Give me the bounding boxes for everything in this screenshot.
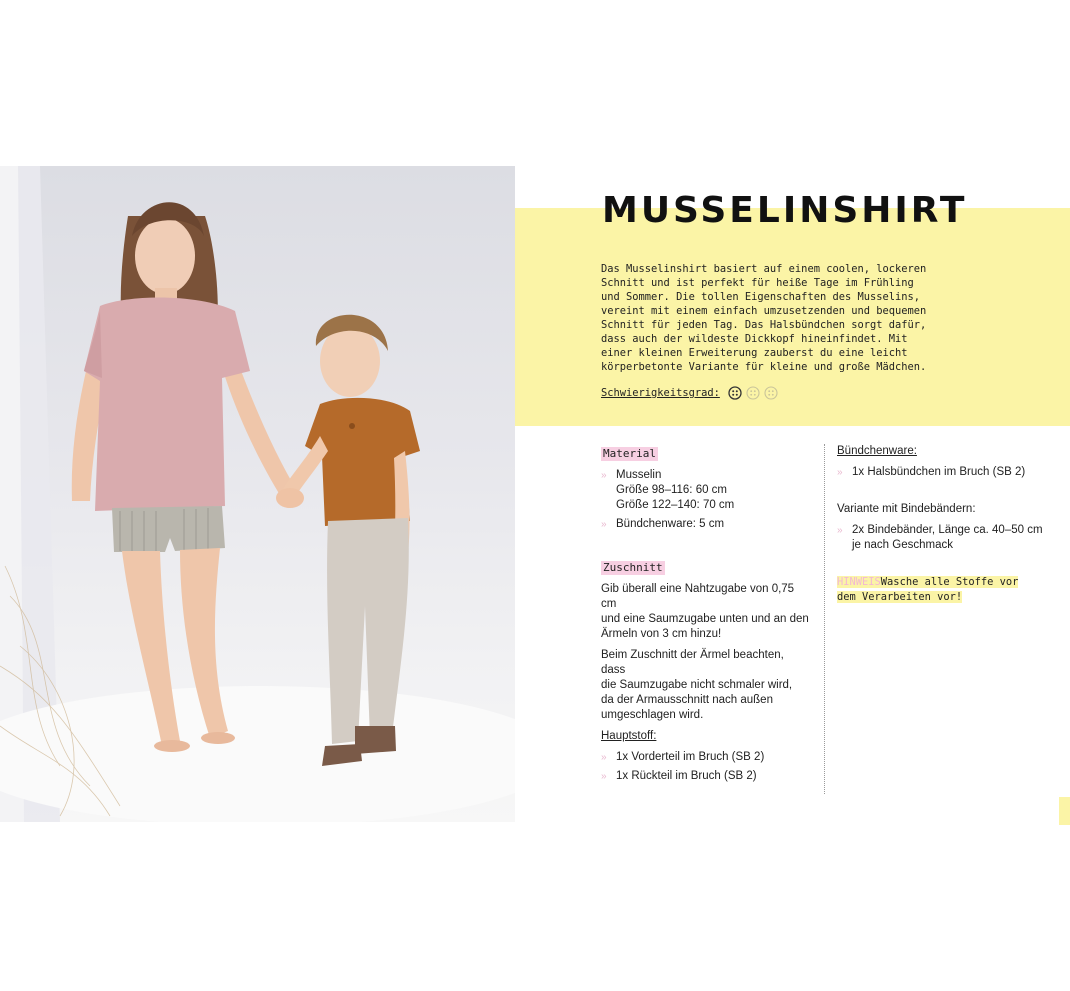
page-title: MUSSELINSHIRT [602,190,968,231]
variante-heading: Variante mit Bindebändern: [837,503,976,515]
note-text: Wasche alle Stoffe vor [880,576,1019,588]
difficulty-rating [601,386,778,400]
list-item-line: » 2x Bindebänder, Länge ca. 40–50 cm [852,524,1043,536]
intro-line: Schnitt und ist perfekt für heiße Tage im Frühling [601,277,914,289]
list-item-line: Größe 98–116: 60 cm [616,484,728,496]
zuschnitt-paragraph-2 [601,648,811,723]
button-icon-empty [764,386,778,400]
intro-line: Schnitt für jeden Tag. Das Halsbündchen sorgt dafür, [601,319,927,331]
intro-line: dass auch der wildeste Dickkopf hineinfindet. Mit [601,333,908,345]
intro-line: vereint mit einem einfach umzusetzenden und bequemen [601,305,927,317]
paragraph-line: Ärmeln von 3 cm hinzu! [601,628,722,640]
difficulty-label: Schwierigkeitsgrad: [601,387,720,399]
zuschnitt-paragraph-1 [601,582,811,642]
list-item-line: je nach Geschmack [852,539,953,551]
intro-text [601,262,941,374]
list-item-line: » Bündchenware: 5 cm [616,518,725,530]
material-list [601,468,811,532]
paragraph-line: Gib überall eine Nahtzugabe von 0,75 cm [601,583,795,610]
list-item: » 1x Halsbündchen im Bruch (SB 2) [837,465,1057,480]
list-item: » 1x Vorderteil im Bruch (SB 2) [601,750,811,765]
button-icon-filled [728,386,742,400]
variante-list [837,523,1057,553]
intro-line: körperbetonte Variante für kleine und große Mädchen. [601,361,927,373]
hauptstoff-list [601,750,811,784]
intro-line: und Sommer. Die tollen Eigenschaften des Musselins, [601,291,921,303]
button-icon-empty [746,386,760,400]
column-divider [824,444,825,794]
paragraph-line: die Saumzugabe nicht schmaler wird, [601,679,793,691]
intro-line: Das Musselinshirt basiert auf einem coolen, lockeren [601,263,927,275]
paragraph-line: umgeschlagen wird. [601,709,704,721]
intro-line: einer kleinen Erweiterung zauberst du eine leicht [601,347,908,359]
list-item-line: Größe 122–140: 70 cm [616,499,735,511]
list-item [601,468,811,513]
material-heading: Material [603,447,656,460]
buendchen-heading: Bündchenware: [837,445,917,457]
paragraph-line: Beim Zuschnitt der Ärmel beachten, dass [601,649,784,676]
right-column [837,444,1057,605]
list-item [601,517,811,532]
product-photo [0,166,515,822]
children-photo-illustration [0,166,515,822]
list-item-line: » Musselin [616,469,662,481]
zuschnitt-heading: Zuschnitt [603,561,663,574]
list-item [837,523,1057,553]
note-box [837,575,1057,605]
page-corner-tab [1059,797,1070,825]
buendchen-list [837,465,1057,480]
hauptstoff-heading: Hauptstoff: [601,730,657,742]
paragraph-line: und eine Saumzugabe unten und an den [601,613,809,625]
note-label: HINWEIS [837,576,881,588]
left-column [601,444,811,788]
note-text: dem Verarbeiten vor! [837,591,963,603]
paragraph-line: da der Armausschnitt nach außen [601,694,773,706]
list-item: » 1x Rückteil im Bruch (SB 2) [601,769,811,784]
